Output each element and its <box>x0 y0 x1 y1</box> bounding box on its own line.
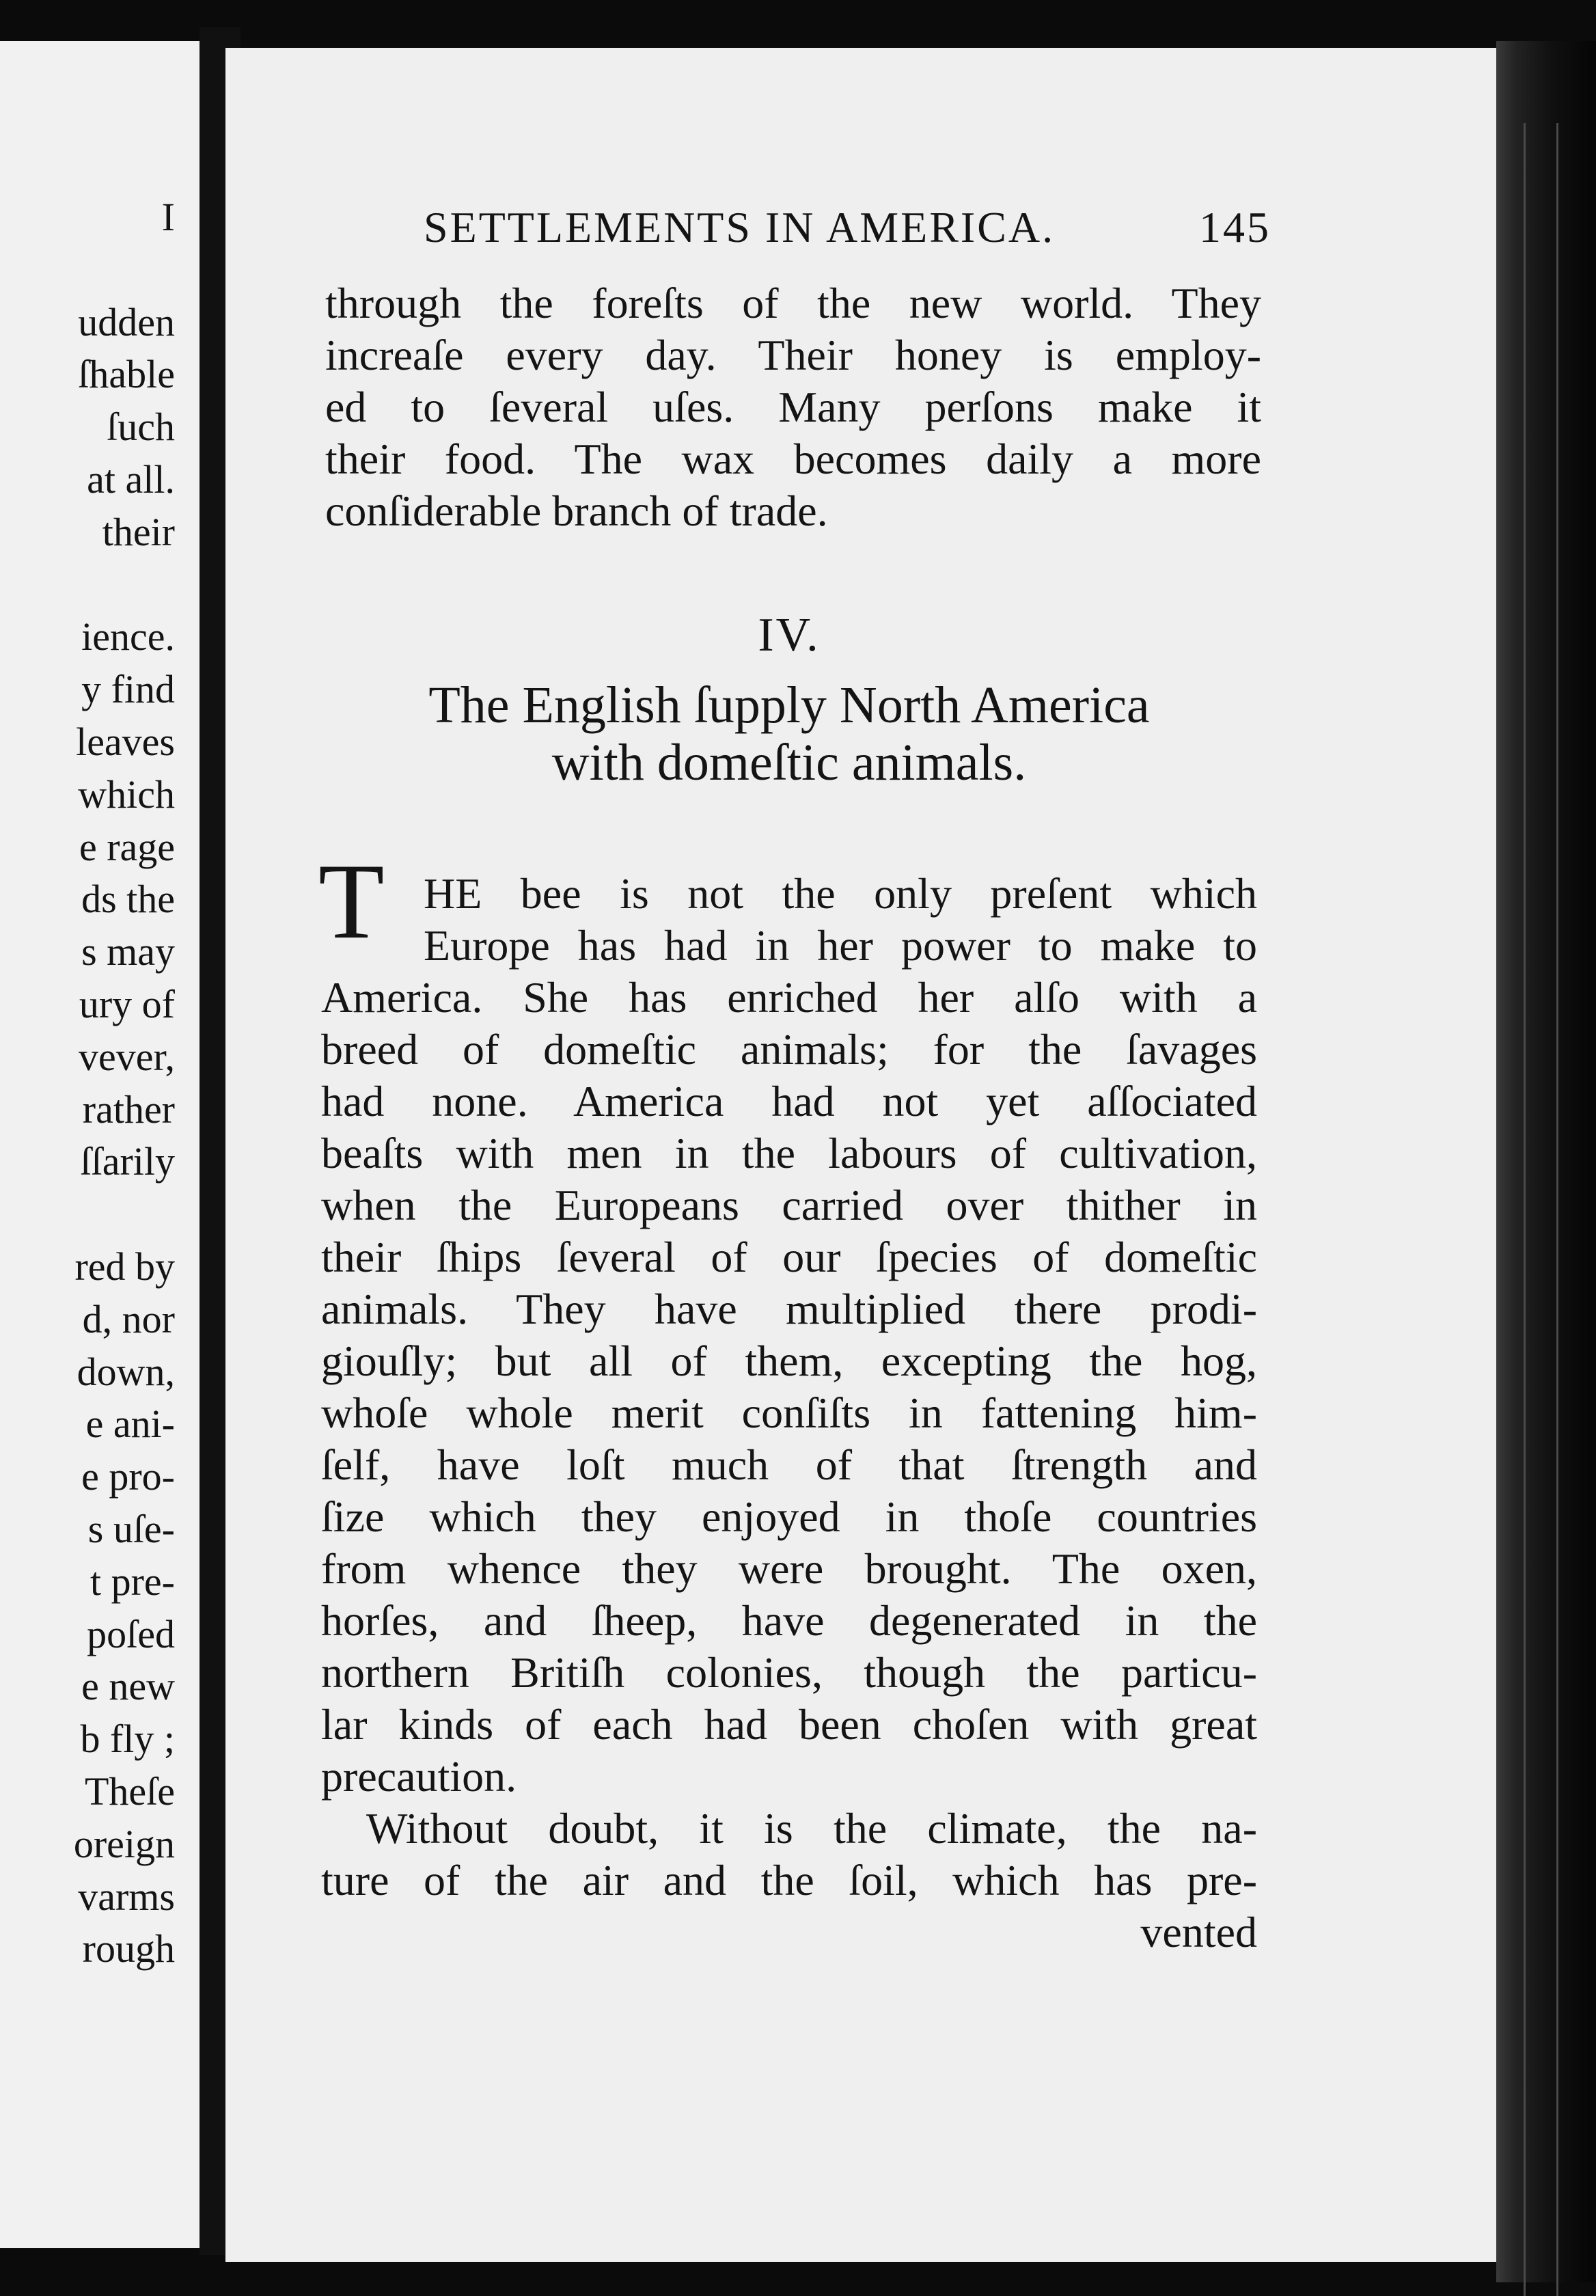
section-number: IV. <box>758 609 821 661</box>
text-line: Without doubt, it is the climate, the na- <box>366 1804 1257 1853</box>
facing-page-line: udden <box>78 299 175 344</box>
text-line: whoſe whole merit conſiſts in fattening him- <box>321 1389 1257 1437</box>
facing-page-line: e rage <box>79 824 175 869</box>
text-line: from whence they were brought. The oxen, <box>321 1544 1257 1593</box>
body-lines <box>321 972 1257 1803</box>
facing-page-line: s uſe- <box>87 1506 175 1551</box>
facing-page-line <box>0 244 175 297</box>
page-edge-stack <box>1496 41 1596 2282</box>
heading-line: The English ſupply North America <box>428 676 1150 734</box>
facing-page-line: oreign <box>73 1821 175 1866</box>
text-line: their ſhips ſeveral of our ſpecies of domeſtic <box>321 1233 1257 1281</box>
text-line: breed of domeſtic animals; for the ſavages <box>321 1025 1257 1074</box>
facing-page-line: ury of <box>79 981 175 1026</box>
facing-page-line: ſſarily <box>80 1139 175 1184</box>
text-line: increaſe every day. Their honey is employ- <box>325 331 1261 379</box>
facing-page-line: b fly ; <box>80 1717 175 1762</box>
facing-page-line: ience. <box>81 614 175 659</box>
text-line: lar kinds of each had been choſen with great <box>321 1700 1257 1749</box>
facing-page-line: s may <box>81 929 175 974</box>
facing-page-line: rather <box>82 1086 175 1132</box>
text-line: through the foreſts of the new world. They <box>325 279 1261 327</box>
text-line: precaution. <box>321 1752 517 1801</box>
facing-page-line: poſed <box>87 1611 175 1656</box>
text-line: giouſly; but all of them, excepting the hog, <box>321 1337 1257 1385</box>
facing-page-line: Theſe <box>84 1768 175 1814</box>
facing-page-line: e ani- <box>85 1402 175 1447</box>
facing-page-line: ſuch <box>107 405 175 450</box>
facing-page <box>0 41 200 2248</box>
text-line: ture of the air and the ſoil, which has pre- <box>321 1856 1257 1904</box>
running-title: SETTLEMENTS IN AMERICA. <box>424 203 1056 251</box>
facing-page-line: rough <box>82 1926 175 1971</box>
text-line: HE bee is not the only preſent which <box>424 869 1257 918</box>
text-line: Europe has had in her power to make to <box>424 921 1257 970</box>
facing-page-line: vever, <box>79 1034 175 1079</box>
facing-page-text <box>0 191 175 1976</box>
text-line: horſes, and ſheep, have degenerated in the <box>321 1596 1257 1645</box>
catchword: vented <box>1140 1908 1257 1956</box>
text-line: beaſts with men in the labours of cultivation, <box>321 1129 1257 1177</box>
drop-cap: T <box>318 842 385 961</box>
facing-page-line <box>0 1188 175 1241</box>
facing-page-line: e pro- <box>81 1454 175 1499</box>
facing-page-line: ſhable <box>78 352 175 397</box>
facing-page-line: e new <box>81 1664 175 1709</box>
facing-page-line: which <box>78 771 175 817</box>
facing-page-line: at all. <box>87 456 175 502</box>
main-paragraph <box>321 868 1257 1958</box>
opening-paragraph <box>325 277 1261 537</box>
text-line: northern Britiſh colonies, though the particu- <box>321 1648 1257 1697</box>
page-number: 145 <box>1199 203 1271 251</box>
text-line: animals. They have multiplied there prodi- <box>321 1285 1257 1333</box>
text-line: ſelf, have loſt much of that ſtrength and <box>321 1440 1257 1489</box>
facing-page-line: down, <box>77 1349 175 1394</box>
text-line: conſiderable branch of trade. <box>325 487 828 535</box>
heading-line: with domeſtic animals. <box>551 734 1027 791</box>
text-line: America. She has enriched her alſo with a <box>321 973 1257 1022</box>
text-line: ed to ſeveral uſes. Many perſons make it <box>325 383 1261 431</box>
facing-page-line: ds the <box>81 877 175 922</box>
facing-page-line: their <box>102 509 175 554</box>
facing-page-line: t pre- <box>90 1559 175 1604</box>
facing-page-line: red by <box>74 1244 175 1289</box>
facing-page-line: I <box>161 195 175 239</box>
facing-page-line <box>0 559 175 612</box>
facing-page-line: y find <box>81 667 175 712</box>
text-line: their food. The wax becomes daily a more <box>325 435 1261 483</box>
section-heading <box>321 676 1257 791</box>
facing-page-line: d, nor <box>82 1296 175 1341</box>
facing-page-line: leaves <box>76 719 175 764</box>
text-line: when the Europeans carried over thither in <box>321 1181 1257 1229</box>
facing-page-line: varms <box>78 1874 175 1919</box>
running-header <box>424 202 1271 253</box>
text-line: had none. America had not yet aſſociated <box>321 1077 1257 1125</box>
text-line: ſize which they enjoyed in thoſe countries <box>321 1492 1257 1541</box>
